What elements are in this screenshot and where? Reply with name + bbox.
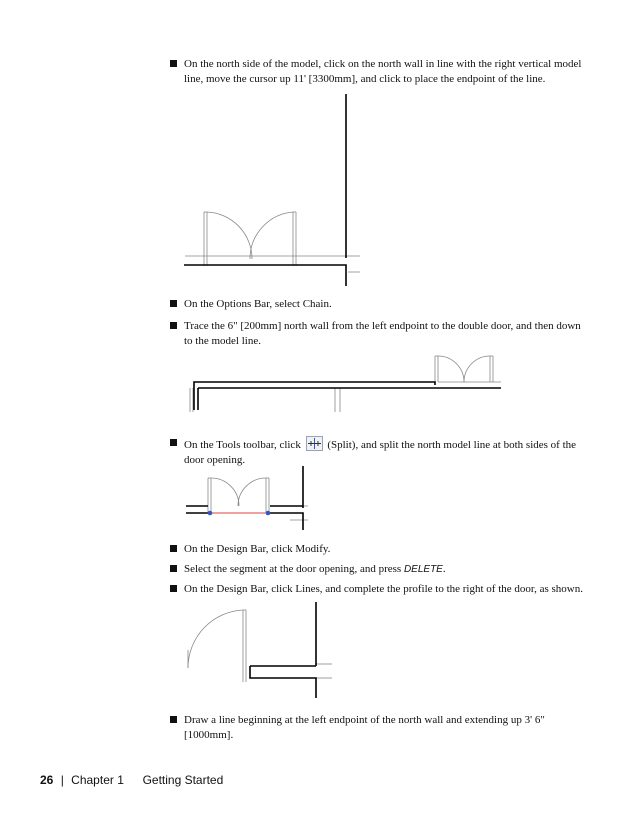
section-title: Getting Started: [142, 773, 224, 787]
figure-4-profile: [180, 598, 340, 702]
step-text: Draw a line beginning at the left endpoint of the north wall and extending up 3' 6" [1000mm].: [184, 714, 545, 741]
bullet-square: [170, 322, 177, 329]
chapter-label: Chapter 1: [71, 773, 124, 787]
step-text: On the Options Bar, select Chain.: [184, 298, 332, 310]
delete-key: DELETE: [403, 564, 443, 575]
bullet-square: [170, 716, 177, 723]
door-swing-arc: [438, 356, 464, 382]
figure-3-split-line: [182, 462, 312, 534]
figure-1-wall-endpoint: [180, 90, 370, 290]
step-text: Trace the 6" [200mm] north wall from the left endpoint to the double door, and then down to the model line.: [184, 320, 581, 347]
bullet-square: [170, 300, 177, 307]
step-text: Select the segment at the door opening, and press DELETE.: [184, 563, 446, 575]
figure-2-traced-wall: [185, 348, 505, 418]
bullet-square: [170, 585, 177, 592]
door-swing-arc: [211, 478, 239, 506]
step-text: On the north side of the model, click on the north wall in line with the right vertical model line, move the cursor up 11' [3300mm], and click to place the endpoint of the line.: [184, 58, 582, 85]
bullet-square: [170, 439, 177, 446]
split-point-left: [208, 511, 213, 516]
page-footer: [40, 773, 223, 787]
split-icon[interactable]: [306, 436, 323, 451]
bullet-square: [170, 545, 177, 552]
page-number: 26: [40, 773, 54, 787]
footer-separator: |: [60, 773, 64, 787]
split-point-right: [266, 511, 271, 516]
bullet-square: [170, 565, 177, 572]
traced-wall-line: [194, 382, 435, 410]
door-swing-arc: [207, 212, 252, 259]
step-text: On the Tools toolbar, click (Split), and split the north model line at both sides of the door opening.: [184, 436, 590, 468]
profile-bottom-line: [250, 666, 316, 698]
door-swing-arc: [188, 610, 243, 668]
step-text: On the Design Bar, click Modify.: [184, 543, 331, 555]
north-wall-line: [184, 265, 346, 286]
bullet-square: [170, 60, 177, 67]
step-text: On the Design Bar, click Lines, and complete the profile to the right of the door, as shown.: [184, 583, 583, 595]
